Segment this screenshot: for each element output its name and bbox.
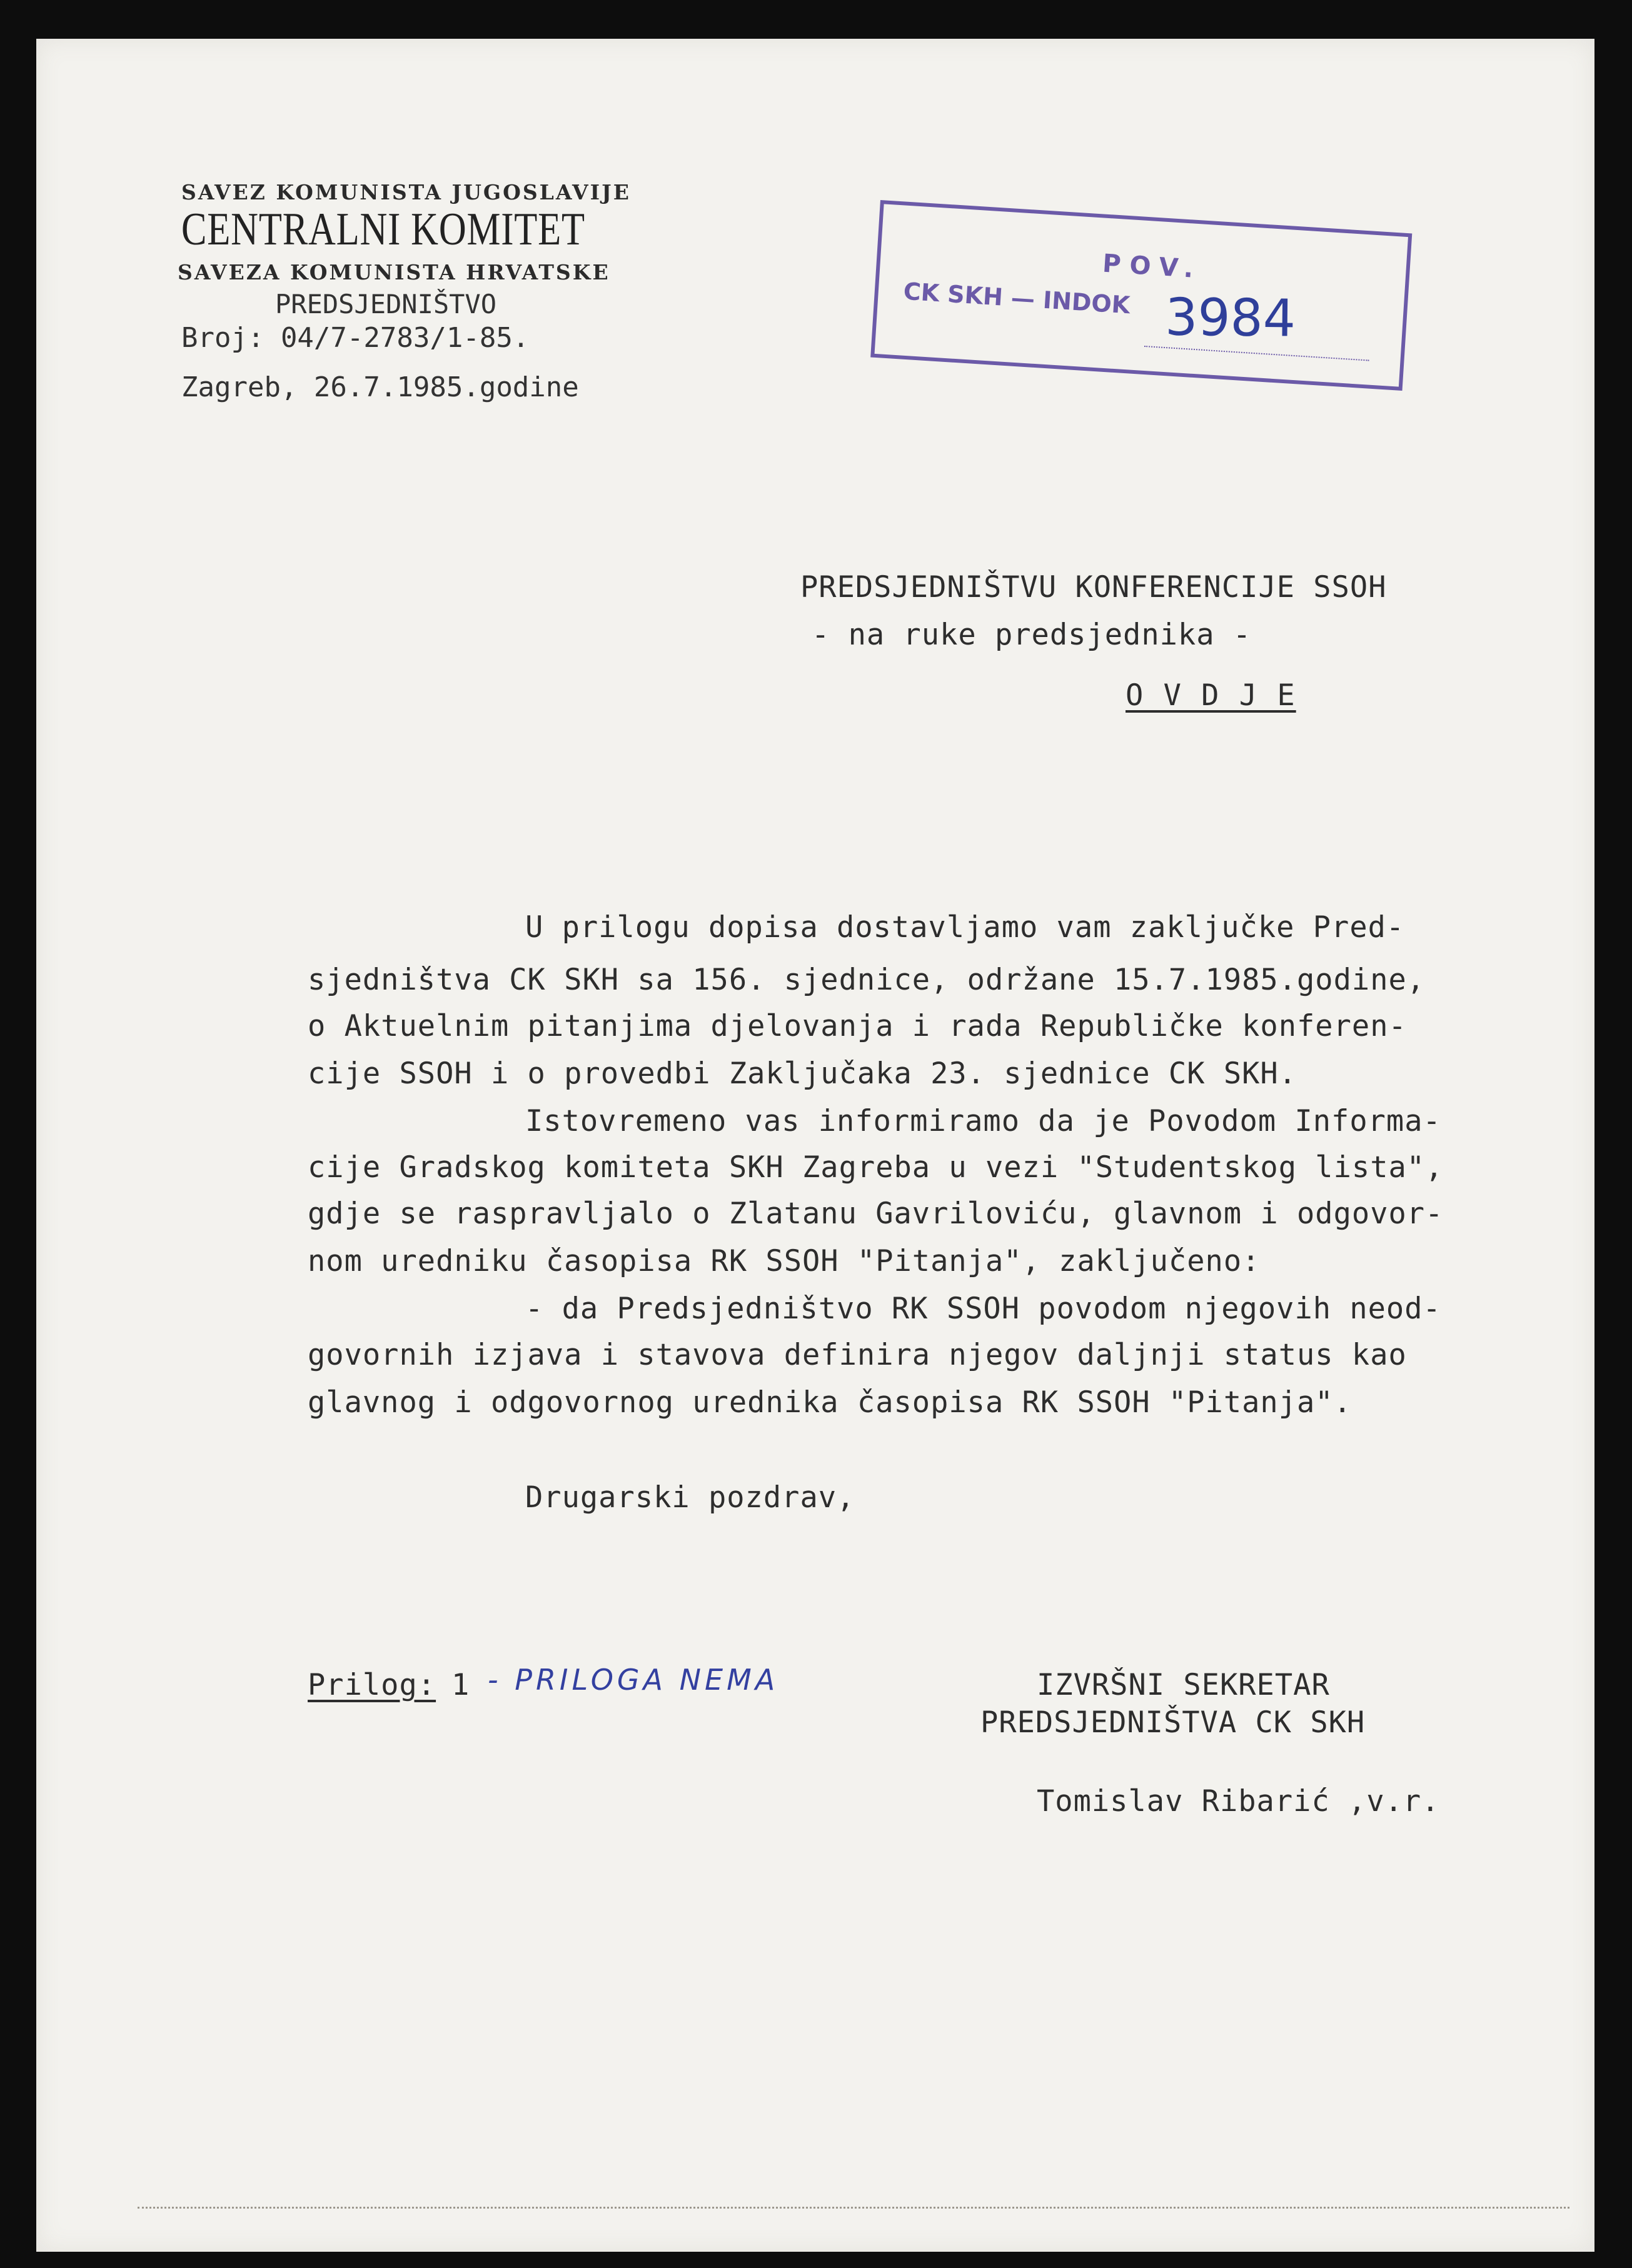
attachment-count: 1 xyxy=(451,1668,470,1702)
body-line-5: Istovremeno vas informiramo da je Povodom Informa- xyxy=(525,1104,1441,1138)
body-line-9: - da Predsjedništvo RK SSOH povodom njegovih neod- xyxy=(525,1292,1441,1326)
greeting: Drugarski pozdrav, xyxy=(525,1480,855,1515)
signature-title-2: PREDSJEDNIŠTVA CK SKH xyxy=(980,1705,1366,1740)
body-line-1: U prilogu dopisa dostavljamo vam zaključke Pred- xyxy=(525,910,1405,945)
reference-number: Broj: 04/7-2783/1-85. xyxy=(181,322,530,354)
signature-name: Tomislav Ribarić ,v.r. xyxy=(1037,1784,1440,1819)
body-line-10: govornih izjava i stavova definira njegov daljnji status kao xyxy=(308,1338,1407,1372)
perforation-dots xyxy=(138,2207,1569,2209)
letterhead-line-4: PREDSJEDNIŠTVO xyxy=(275,289,497,319)
recipient-line-2: - na ruke predsjednika - xyxy=(812,618,1252,652)
attachment-label: Prilog: xyxy=(308,1668,436,1702)
stamp-pov: POV. xyxy=(1101,249,1203,284)
body-line-8: nom uredniku časopisa RK SSOH "Pitanja", zaključeno: xyxy=(308,1244,1261,1278)
body-line-7: gdje se raspravljalo o Zlatanu Gavriloviću, glavnom i odgovor- xyxy=(308,1197,1444,1231)
body-line-11: glavnog i odgovornog urednika časopisa RK SSOH "Pitanja". xyxy=(308,1385,1352,1420)
reference-date: Zagreb, 26.7.1985.godine xyxy=(181,371,579,403)
stamp-handwritten-number: 3984 xyxy=(1164,288,1296,349)
signature-title-1: IZVRŠNI SEKRETAR xyxy=(1037,1668,1330,1702)
stamp-indok: CK SKH — INDOK xyxy=(902,277,1131,319)
recipient-line-1: PREDSJEDNIŠTVU KONFERENCIJE SSOH xyxy=(800,570,1387,605)
letterhead-line-3: SAVEZA KOMUNISTA HRVATSKE xyxy=(178,260,610,284)
letterhead-line-1: SAVEZ KOMUNISTA JUGOSLAVIJE xyxy=(181,180,631,204)
letterhead-title: CENTRALNI KOMITET xyxy=(181,204,585,255)
body-line-2: sjedništva CK SKH sa 156. sjednice, održane 15.7.1985.godine, xyxy=(308,963,1426,997)
body-line-6: cije Gradskog komiteta SKH Zagreba u vezi "Studentskog lista", xyxy=(308,1150,1444,1185)
recipient-line-3: O V D J E xyxy=(1126,678,1296,713)
body-line-4: cije SSOH i o provedbi Zaključaka 23. sjednice CK SKH. xyxy=(308,1056,1297,1091)
attachment-handwritten-note: - PRILOGA NEMA xyxy=(488,1663,779,1697)
archive-stamp xyxy=(870,200,1412,391)
body-line-3: o Aktuelnim pitanjima djelovanja i rada Republičke konferen- xyxy=(308,1009,1407,1043)
